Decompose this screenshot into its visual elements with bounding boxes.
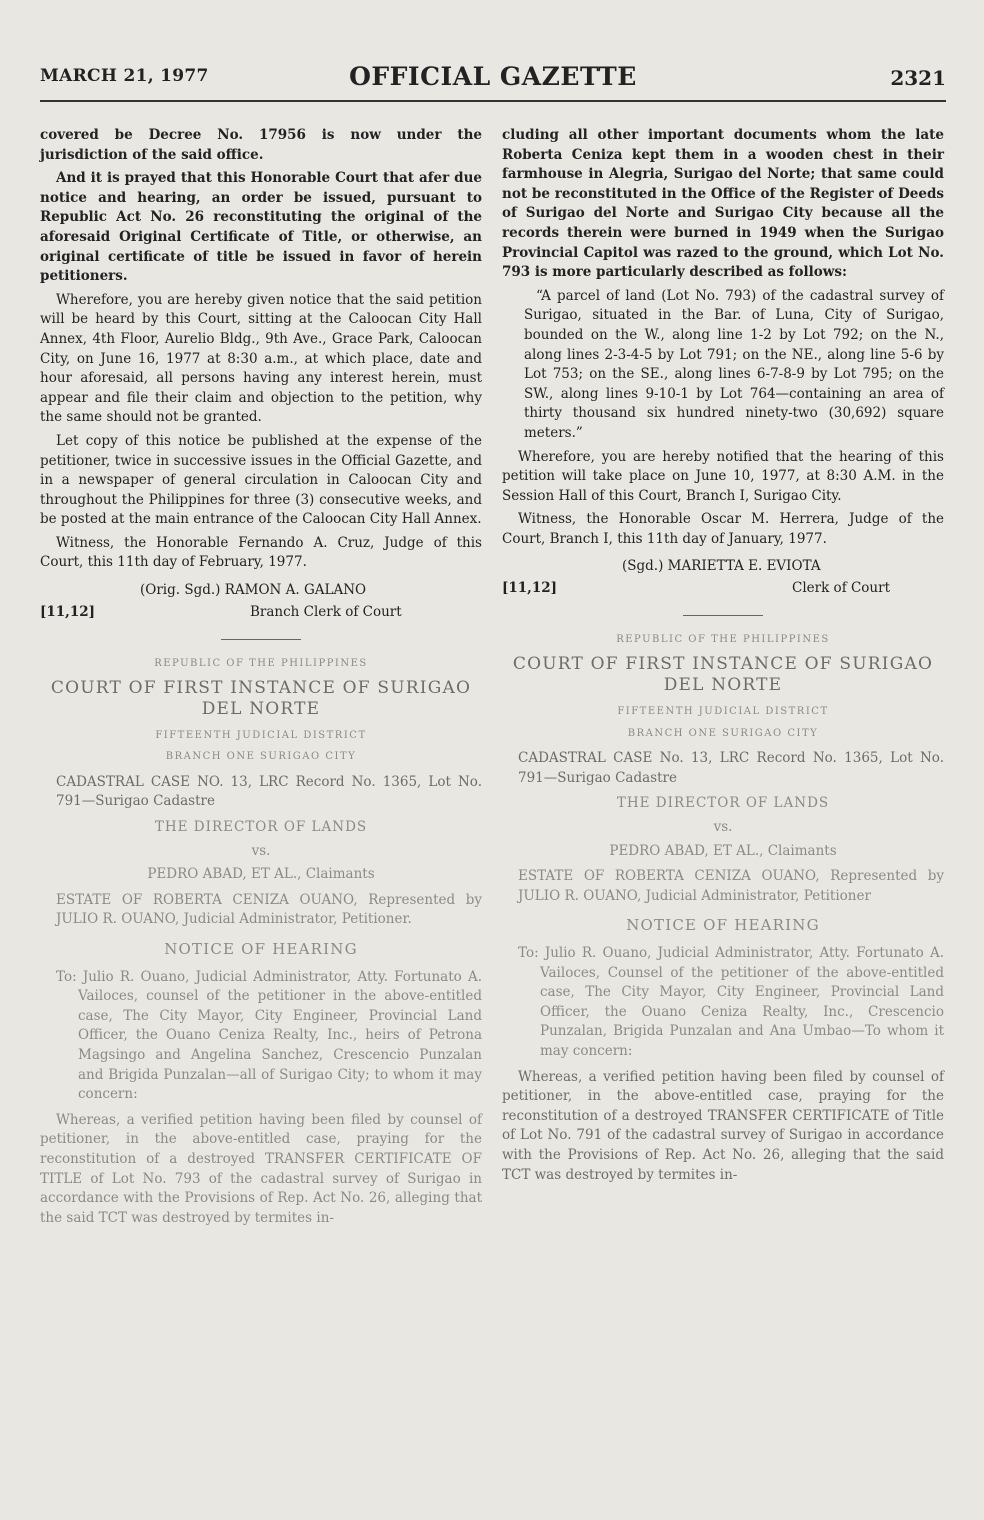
paragraph: Whereas, a verified petition having been filed by counsel of petitioner, in the above-entitled case, praying for the reconstitution of a destroyed TRANSFER CERTIFICATE OF TITLE of Lot No. 793 of the cadastral survey of Surigao in accordance with the Provisions of Rep. Act No. 26, alleging that the said TCT was destroyed by termites in- [40, 1111, 482, 1226]
paragraph: Whereas, a verified petition having been filed by counsel of petitioner, in the above-entitled case, praying for the reconstitution of a destroyed TRANSFER CERTIFICATE of Title of Lot No. 791 of the cadastral survey of Surigao in accordance with the Provisions of Rep. Act No. 26, alleging that the said TCT was destroyed by termites in- [502, 1068, 944, 1183]
party-petitioner: ESTATE OF ROBERTA CENIZA OUANO, Represented by JULIO R. OUANO, Judicial Administrator, Petitioner [518, 868, 944, 904]
paragraph: Wherefore, you are hereby given notice that the said petition will be heard by this Court, sitting at the Caloocan City Hall Annex, 4th Floor, Aurelio Bldg., 9th Ave., Grace Park, Caloocan City, on June 16, 1977 at 8:30 a.m., at which place, date and hour aforesaid, all persons having any interest herein, must appear and file their claim and objection to the petition, why the same should not be granted. [40, 291, 482, 426]
versus: vs. [251, 842, 271, 859]
notice-heading: NOTICE OF HEARING [164, 940, 358, 958]
paragraph: Wherefore, you are hereby notified that the hearing of this petition will take place on June 10, 1977, at 8:30 A.M. in the Session Hall of this Court, Branch I, Surigao City. [502, 448, 944, 504]
district-heading: FIFTEENTH JUDICIAL DISTRICT [155, 729, 367, 741]
property-description: “A parcel of land (Lot No. 793) of the cadastral survey of Surigao, situated in the Bar. of Luna, City of Surigao, bounded on the W., along line 1-2 by Lot 792; on the N., along lines 2-3-4-5 by Lot 791; on the NE., along line 5-6 by Lot 753; on the SE., along lines 6-7-8-9 by Lot 795; on the SW., along lines 9-10-1 by Lot 764—containing an area of thirty thousand six hundred ninety-two (30,692) square meters.” [524, 287, 944, 441]
page-number: 2321 [890, 66, 946, 90]
case-caption: CADASTRAL CASE NO. 13, LRC Record No. 1365, Lot No. 791—Surigao Cadastre [56, 773, 482, 810]
section-divider [683, 615, 763, 616]
right-column [502, 126, 944, 1189]
versus: vs. [713, 819, 733, 836]
signature-title: Branch Clerk of Court [250, 604, 402, 621]
issue-reference: [11,12] [502, 580, 558, 597]
party-claimants: PEDRO ABAD, ET AL., Claimants [147, 866, 375, 883]
party-director: THE DIRECTOR OF LANDS [616, 795, 830, 812]
signature-block [40, 581, 482, 625]
notice-addressees: To: Julio R. Ouano, Judicial Administrator, Atty. Fortunato A. Vailoces, Counsel of the petitioner of the above-entitled case, The City Mayor, City Engineer, Provincial Land Officer, the Ouano Ceniza Realty, Inc., Crescencio Punzalan, Brigida Punzalan and Ana Umbao—To whom it may concern: [518, 945, 944, 1059]
case-caption: CADASTRAL CASE No. 13, LRC Record No. 1365, Lot No. 791—Surigao Cadastre [518, 750, 944, 786]
issue-reference: [11,12] [40, 604, 96, 621]
branch-heading: BRANCH ONE SURIGAO CITY [627, 727, 819, 739]
notice-addressees: To: Julio R. Ouano, Judicial Administrator, Atty. Fortunato A. Vailoces, counsel of the petitioner in the above-entitled case, The City Mayor, City Engineer, Provincial Land Officer, the Ouano Ceniza Realty, Inc., heirs of Petrona Magsingo and Angelina Sanchez, Crescencio Punzalan and Brigida Punzalan—all of Surigao City; to whom it may concern: [56, 968, 482, 1103]
signature-name: (Sgd.) MARIETTA E. EVIOTA [622, 558, 821, 575]
court-heading: COURT OF FIRST INSTANCE OF SURIGAO DEL NORTE [512, 654, 934, 696]
issue-date: MARCH 21, 1977 [40, 66, 209, 86]
paragraph: Let copy of this notice be published at the expense of the petitioner, twice in successive issues in the Official Gazette, and in a newspaper of general circulation in Caloocan City and throughout the Philippines for three (3) consecutive weeks, and be posted at the main entrance of the Caloocan City Hall Annex. [40, 432, 482, 528]
republic-heading: REPUBLIC OF THE PHILIPPINES [154, 658, 368, 670]
district-heading: FIFTEENTH JUDICIAL DISTRICT [617, 706, 829, 718]
party-director: THE DIRECTOR OF LANDS [154, 819, 368, 836]
header-rule [40, 100, 946, 102]
party-petitioner: ESTATE OF ROBERTA CENIZA OUANO, Represented by JULIO R. OUANO, Judicial Administrator, Petitioner. [56, 891, 482, 928]
signature-name: (Orig. Sgd.) RAMON A. GALANO [140, 582, 367, 599]
paragraph: covered be Decree No. 17956 is now under the jurisdiction of the said office. [40, 127, 482, 163]
paragraph: cluding all other important documents whom the late Roberta Ceniza kept them in a wooden chest in their farmhouse in Alegria, Surigao del Norte; that same could not be reconstituted in the Office of the Register of Deeds of Surigao del Norte and Surigao City because all the records therein were burned in 1949 when the Surigao Provincial Capitol was razed to the ground, which Lot No. 793 is more particularly described as follows: [502, 127, 944, 281]
court-heading: COURT OF FIRST INSTANCE OF SURIGAO DEL NORTE [50, 677, 472, 719]
signature-title: Clerk of Court [792, 580, 891, 597]
branch-heading: BRANCH ONE SURIGAO CITY [165, 751, 357, 763]
left-column [40, 126, 482, 1232]
paragraph: Witness, the Honorable Oscar M. Herrera, Judge of the Court, Branch I, this 11th day of January, 1977. [502, 511, 944, 547]
party-claimants: PEDRO ABAD, ET AL., Claimants [609, 842, 837, 859]
section-divider [221, 639, 301, 640]
paragraph: Witness, the Honorable Fernando A. Cruz, Judge of this Court, this 11th day of February, 1977. [40, 534, 482, 571]
paragraph: And it is prayed that this Honorable Court that afer due notice and hearing, an order be issued, pursuant to Republic Act No. 26 reconstituting the original of the aforesaid Original Certificate of Title, or otherwise, an original certificate of title be issued in favor of herein petitioners. [40, 170, 482, 285]
signature-block [502, 557, 944, 601]
page-header [40, 58, 946, 94]
publication-title: OFFICIAL GAZETTE [349, 62, 637, 91]
republic-heading: REPUBLIC OF THE PHILIPPINES [616, 634, 830, 646]
notice-heading: NOTICE OF HEARING [626, 916, 820, 935]
